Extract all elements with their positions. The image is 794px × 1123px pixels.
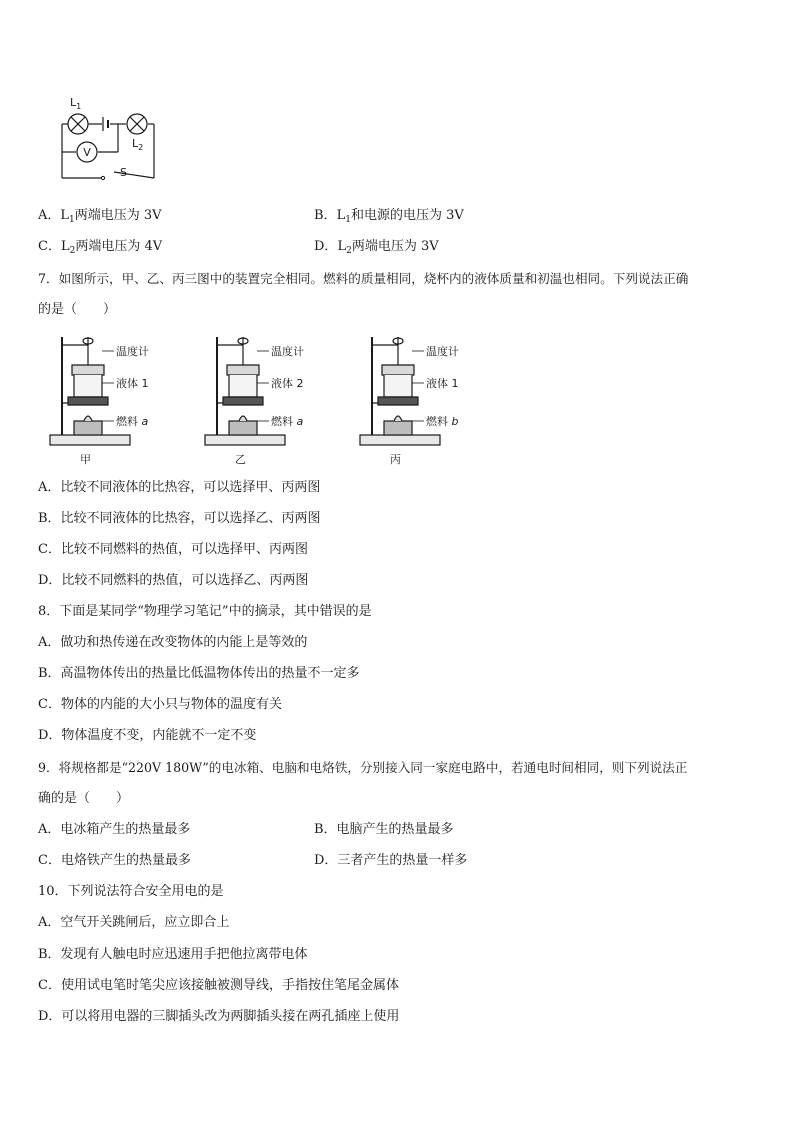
- q10-option-c[interactable]: C．使用试电笔时笔尖应该接触被测导线，手指按住笔尾金属体: [38, 978, 399, 993]
- q8-stem: 8．下面是某同学“物理学习笔记”中的摘录，其中错误的是: [38, 604, 372, 619]
- figure-yi-caption: 乙: [235, 453, 246, 466]
- figure-bing-liquid: 液体 1: [426, 377, 459, 390]
- figure-jia-thermometer: 温度计: [116, 345, 149, 358]
- figure-jia-caption: 甲: [80, 453, 91, 466]
- l2-label: $L_2$: [132, 137, 144, 152]
- voltmeter-label: V: [83, 146, 91, 159]
- q7-option-b[interactable]: B．比较不同液体的比热容，可以选择乙、丙两图: [38, 511, 321, 526]
- battery: [103, 117, 108, 131]
- figure-bing-fuel: 燃料 b: [426, 415, 459, 428]
- figure-bing-caption: 丙: [390, 453, 401, 466]
- q9-stem-line2: 确的是（ ）: [38, 791, 130, 806]
- l1-label: $L_1$: [70, 96, 82, 111]
- q10-option-d[interactable]: D．可以将用电器的三脚插头改为两脚插头接在两孔插座上使用: [38, 1009, 400, 1024]
- q6-option-d[interactable]: D．$L_2$两端电压为 3V: [314, 239, 439, 256]
- q7-option-a[interactable]: A．比较不同液体的比热容，可以选择甲、丙两图: [38, 480, 321, 495]
- q9-option-a[interactable]: A．电冰箱产生的热量最多: [38, 822, 191, 837]
- q9-stem-line1: 9．将规格都是“220V 180W”的电冰箱、电脑和电烙铁，分别接入同一家庭电路中，若通电时间相同，则下列说法正: [38, 760, 688, 775]
- q8-option-d[interactable]: D．物体温度不变，内能就不一定不变: [38, 728, 257, 743]
- apparatus-figure-bing: [354, 333, 504, 469]
- q9-option-d[interactable]: D．三者产生的热量一样多: [314, 853, 468, 868]
- q7-option-d[interactable]: D．比较不同燃料的热值，可以选择乙、丙两图: [38, 573, 309, 588]
- q8-option-a[interactable]: A．做功和热传递在改变物体的内能上是等效的: [38, 635, 308, 650]
- figure-jia-liquid: 液体 1: [116, 377, 149, 390]
- q6-option-c[interactable]: C．$L_2$两端电压为 4V: [38, 239, 163, 256]
- figure-yi-liquid: 液体 2: [271, 377, 304, 390]
- q10-stem: 10．下列说法符合安全用电的是: [38, 884, 224, 899]
- q10-option-a[interactable]: A．空气开关跳闸后，应立即合上: [38, 915, 230, 930]
- q9-option-c[interactable]: C．电烙铁产生的热量最多: [38, 853, 191, 868]
- lamp-l2: [127, 114, 147, 134]
- q7-stem-line1: 7．如图所示，甲、乙、丙三图中的装置完全相同。燃料的质量相同，烧杯内的液体质量和初温也相同。下列说法正确: [38, 271, 689, 286]
- q10-option-b[interactable]: B．发现有人触电时应迅速用手把他拉离带电体: [38, 947, 308, 962]
- figure-jia-fuel: 燃料 a: [116, 415, 149, 428]
- apparatus-figure-jia: [44, 333, 194, 469]
- q6-option-b[interactable]: B．$L_1$和电源的电压为 3V: [314, 208, 464, 225]
- figure-bing-thermometer: 温度计: [426, 345, 459, 358]
- q7-option-c[interactable]: C．比较不同燃料的热值，可以选择甲、丙两图: [38, 542, 308, 557]
- q8-option-c[interactable]: C．物体的内能的大小只与物体的温度有关: [38, 697, 282, 712]
- q9-option-b[interactable]: B．电脑产生的热量最多: [314, 822, 454, 837]
- q7-stem-line2: 的是（ ）: [38, 302, 117, 317]
- apparatus-figure-yi: [199, 333, 349, 469]
- lamp-l1: [68, 114, 88, 134]
- q6-option-a[interactable]: A．$L_1$两端电压为 3V: [38, 208, 162, 225]
- switch-label: S: [120, 166, 127, 179]
- q8-option-b[interactable]: B．高温物体传出的热量比低温物体传出的热量不一定多: [38, 666, 360, 681]
- figure-yi-fuel: 燃料 a: [271, 415, 304, 428]
- circuit-diagram: [50, 88, 170, 188]
- figure-yi-thermometer: 温度计: [271, 345, 304, 358]
